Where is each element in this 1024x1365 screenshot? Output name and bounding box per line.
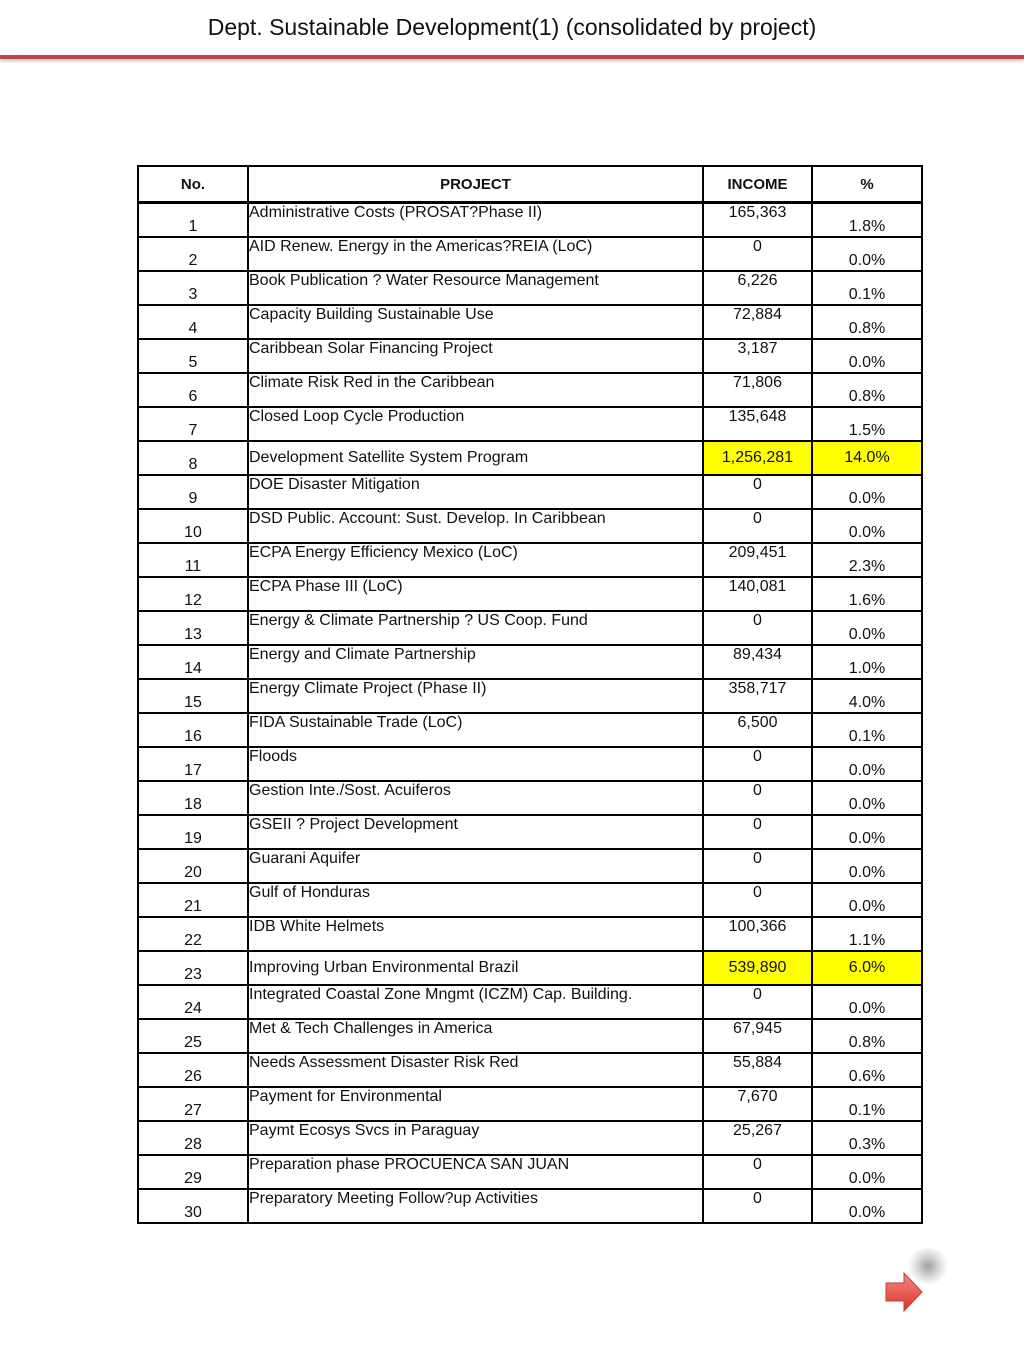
row-percent: 0.0% [812, 237, 922, 271]
row-income: 1,256,281 [703, 441, 812, 475]
table-row [138, 1121, 922, 1155]
table-row [138, 543, 922, 577]
row-number: 15 [138, 679, 248, 713]
row-income: 7,670 [703, 1087, 812, 1121]
row-project: Improving Urban Environmental Brazil [248, 951, 703, 985]
row-project: Energy & Climate Partnership ? US Coop. Fund [248, 611, 703, 645]
row-income: 539,890 [703, 951, 812, 985]
row-project: DSD Public. Account: Sust. Develop. In Caribbean [248, 509, 703, 543]
table-row [138, 339, 922, 373]
table-row [138, 271, 922, 305]
table-row [138, 441, 922, 475]
next-page-button[interactable] [884, 1270, 924, 1314]
row-project: Gulf of Honduras [248, 883, 703, 917]
row-number: 20 [138, 849, 248, 883]
row-percent: 1.8% [812, 203, 922, 238]
row-project: Administrative Costs (PROSAT?Phase II) [248, 203, 703, 238]
row-project: Gestion Inte./Sost. Acuiferos [248, 781, 703, 815]
row-project: FIDA Sustainable Trade (LoC) [248, 713, 703, 747]
row-income: 0 [703, 611, 812, 645]
row-project: AID Renew. Energy in the Americas?REIA (LoC) [248, 237, 703, 271]
table-row [138, 747, 922, 781]
row-percent: 0.0% [812, 475, 922, 509]
column-header-income: INCOME [703, 166, 812, 203]
table-row [138, 951, 922, 985]
row-number: 24 [138, 985, 248, 1019]
row-project: Closed Loop Cycle Production [248, 407, 703, 441]
row-number: 17 [138, 747, 248, 781]
table-row [138, 203, 922, 238]
row-percent: 4.0% [812, 679, 922, 713]
row-project: Paymt Ecosys Svcs in Paraguay [248, 1121, 703, 1155]
row-number: 1 [138, 203, 248, 238]
column-header-percent: % [812, 166, 922, 203]
column-header-no: No. [138, 166, 248, 203]
row-income: 140,081 [703, 577, 812, 611]
row-number: 8 [138, 441, 248, 475]
row-percent: 0.0% [812, 815, 922, 849]
row-percent: 14.0% [812, 441, 922, 475]
row-number: 18 [138, 781, 248, 815]
row-project: Payment for Environmental [248, 1087, 703, 1121]
row-income: 55,884 [703, 1053, 812, 1087]
row-number: 3 [138, 271, 248, 305]
row-income: 6,226 [703, 271, 812, 305]
row-percent: 0.0% [812, 985, 922, 1019]
row-percent: 0.0% [812, 747, 922, 781]
row-percent: 1.0% [812, 645, 922, 679]
table-row [138, 1155, 922, 1189]
table-row [138, 305, 922, 339]
row-project: GSEII ? Project Development [248, 815, 703, 849]
row-percent: 0.0% [812, 611, 922, 645]
row-percent: 0.0% [812, 509, 922, 543]
table-row [138, 713, 922, 747]
row-project: Book Publication ? Water Resource Management [248, 271, 703, 305]
table-row [138, 509, 922, 543]
row-percent: 0.1% [812, 1087, 922, 1121]
row-number: 9 [138, 475, 248, 509]
row-income: 209,451 [703, 543, 812, 577]
table-row [138, 679, 922, 713]
row-number: 30 [138, 1189, 248, 1223]
row-income: 358,717 [703, 679, 812, 713]
row-project: Needs Assessment Disaster Risk Red [248, 1053, 703, 1087]
table-row [138, 815, 922, 849]
row-percent: 2.3% [812, 543, 922, 577]
row-project: Guarani Aquifer [248, 849, 703, 883]
row-number: 26 [138, 1053, 248, 1087]
row-number: 19 [138, 815, 248, 849]
row-project: Energy and Climate Partnership [248, 645, 703, 679]
table-row [138, 1053, 922, 1087]
column-header-project: PROJECT [248, 166, 703, 203]
row-project: DOE Disaster Mitigation [248, 475, 703, 509]
row-percent: 1.5% [812, 407, 922, 441]
table-header-row [138, 166, 922, 203]
row-percent: 0.3% [812, 1121, 922, 1155]
row-income: 0 [703, 237, 812, 271]
row-number: 13 [138, 611, 248, 645]
row-income: 6,500 [703, 713, 812, 747]
header-divider [0, 55, 1024, 59]
table-row [138, 475, 922, 509]
table-body [138, 203, 922, 1224]
row-number: 22 [138, 917, 248, 951]
row-number: 7 [138, 407, 248, 441]
row-percent: 1.6% [812, 577, 922, 611]
row-project: ECPA Energy Efficiency Mexico (LoC) [248, 543, 703, 577]
table-row [138, 781, 922, 815]
row-percent: 0.0% [812, 339, 922, 373]
row-project: Caribbean Solar Financing Project [248, 339, 703, 373]
row-project: Preparation phase PROCUENCA SAN JUAN [248, 1155, 703, 1189]
row-number: 16 [138, 713, 248, 747]
page-title: Dept. Sustainable Development(1) (consolidated by project) [207, 14, 817, 40]
row-percent: 0.1% [812, 271, 922, 305]
row-income: 0 [703, 815, 812, 849]
row-number: 23 [138, 951, 248, 985]
row-income: 0 [703, 509, 812, 543]
row-income: 165,363 [703, 203, 812, 238]
table-row [138, 883, 922, 917]
table-row [138, 577, 922, 611]
table-row [138, 985, 922, 1019]
row-project: Climate Risk Red in the Caribbean [248, 373, 703, 407]
row-income: 0 [703, 1155, 812, 1189]
row-number: 11 [138, 543, 248, 577]
row-number: 27 [138, 1087, 248, 1121]
row-project: Integrated Coastal Zone Mngmt (ICZM) Cap. Building. [248, 985, 703, 1019]
row-percent: 0.0% [812, 849, 922, 883]
table-row [138, 849, 922, 883]
row-income: 89,434 [703, 645, 812, 679]
row-income: 0 [703, 849, 812, 883]
row-income: 0 [703, 747, 812, 781]
row-number: 14 [138, 645, 248, 679]
row-income: 71,806 [703, 373, 812, 407]
row-project: Preparatory Meeting Follow?up Activities [248, 1189, 703, 1223]
row-number: 25 [138, 1019, 248, 1053]
row-income: 0 [703, 883, 812, 917]
row-number: 4 [138, 305, 248, 339]
row-percent: 0.8% [812, 1019, 922, 1053]
row-project: IDB White Helmets [248, 917, 703, 951]
row-income: 135,648 [703, 407, 812, 441]
row-project: Floods [248, 747, 703, 781]
row-number: 2 [138, 237, 248, 271]
right-arrow-icon [884, 1270, 924, 1314]
row-percent: 0.0% [812, 1189, 922, 1223]
row-percent: 0.8% [812, 305, 922, 339]
row-number: 10 [138, 509, 248, 543]
row-percent: 1.1% [812, 917, 922, 951]
row-percent: 0.0% [812, 781, 922, 815]
table-row [138, 1019, 922, 1053]
row-income: 0 [703, 1189, 812, 1223]
row-percent: 0.6% [812, 1053, 922, 1087]
row-number: 6 [138, 373, 248, 407]
row-number: 12 [138, 577, 248, 611]
row-percent: 0.0% [812, 883, 922, 917]
row-income: 0 [703, 475, 812, 509]
row-income: 3,187 [703, 339, 812, 373]
projects-table [137, 165, 923, 1224]
row-percent: 0.0% [812, 1155, 922, 1189]
page-header [0, 0, 1024, 58]
row-income: 0 [703, 985, 812, 1019]
row-income: 25,267 [703, 1121, 812, 1155]
row-income: 0 [703, 781, 812, 815]
table-row [138, 611, 922, 645]
row-number: 21 [138, 883, 248, 917]
row-percent: 6.0% [812, 951, 922, 985]
row-project: Capacity Building Sustainable Use [248, 305, 703, 339]
row-project: ECPA Phase III (LoC) [248, 577, 703, 611]
row-percent: 0.8% [812, 373, 922, 407]
table-row [138, 1087, 922, 1121]
table-row [138, 917, 922, 951]
table-row [138, 1189, 922, 1223]
row-project: Energy Climate Project (Phase II) [248, 679, 703, 713]
row-number: 29 [138, 1155, 248, 1189]
row-income: 72,884 [703, 305, 812, 339]
table-row [138, 373, 922, 407]
row-income: 100,366 [703, 917, 812, 951]
row-number: 5 [138, 339, 248, 373]
row-project: Development Satellite System Program [248, 441, 703, 475]
row-income: 67,945 [703, 1019, 812, 1053]
table-row [138, 407, 922, 441]
table-row [138, 645, 922, 679]
row-percent: 0.1% [812, 713, 922, 747]
row-project: Met & Tech Challenges in America [248, 1019, 703, 1053]
row-number: 28 [138, 1121, 248, 1155]
table-row [138, 237, 922, 271]
